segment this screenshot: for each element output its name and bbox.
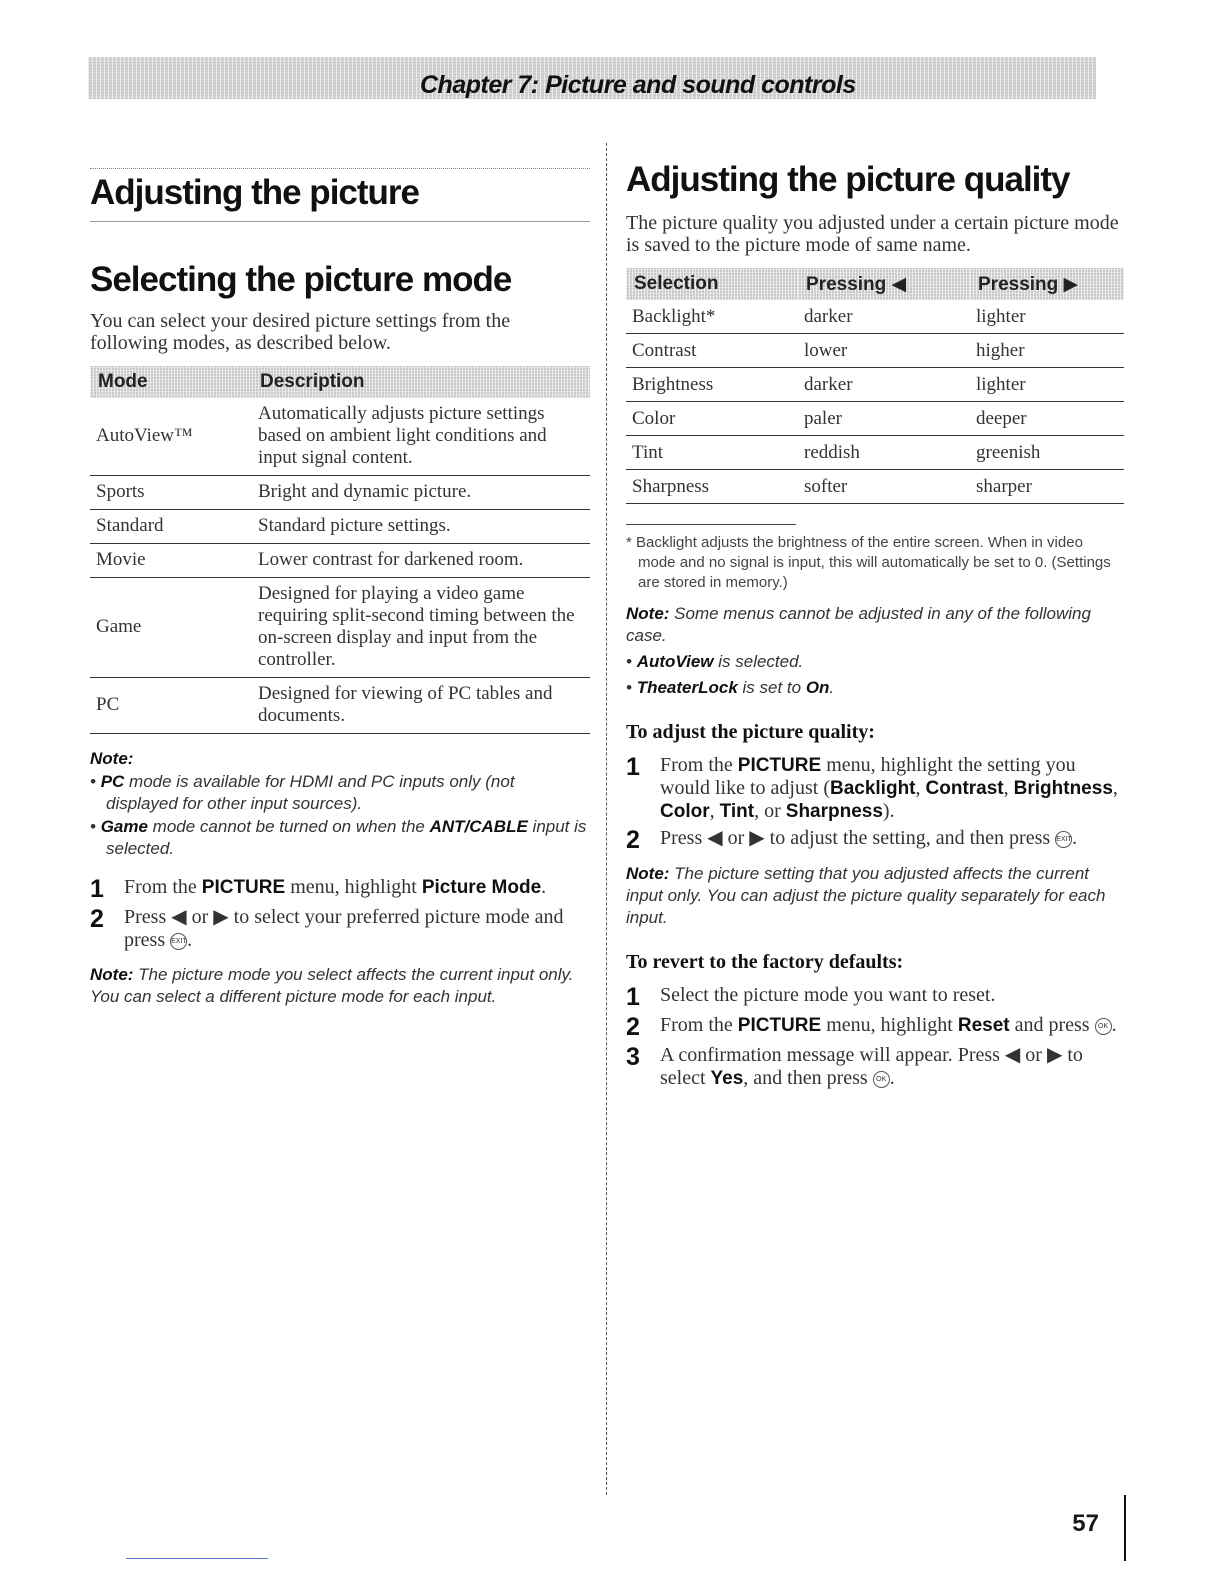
press-right-cell: sharper xyxy=(970,470,1124,504)
selection-cell: Backlight* xyxy=(626,300,798,334)
description-cell: Lower contrast for darkened room. xyxy=(252,544,590,578)
picture-quality-table xyxy=(626,268,1124,504)
description-cell: Bright and dynamic picture. xyxy=(252,476,590,510)
step-number: 2 xyxy=(90,905,104,933)
table-row xyxy=(626,470,1124,504)
mode-cell: Sports xyxy=(90,476,252,510)
revert-heading: To revert to the factory defaults: xyxy=(626,951,904,973)
press-right-cell: lighter xyxy=(970,300,1124,334)
bullet-keyword: Game xyxy=(100,817,148,836)
quality-notes xyxy=(626,603,1124,699)
press-left-cell: softer xyxy=(798,470,970,504)
table-row xyxy=(90,544,590,578)
note-bullet: • PC mode is available for HDMI and PC inputs only (not displayed for other input sources). xyxy=(90,772,515,813)
bullet-text: mode is available for HDMI and PC inputs only (not displayed for other input sources). xyxy=(106,772,515,813)
step-item xyxy=(90,876,590,902)
selection-cell: Brightness xyxy=(626,368,798,402)
press-right-cell: lighter xyxy=(970,368,1124,402)
table-row xyxy=(90,510,590,544)
step-item xyxy=(626,827,1124,853)
note-label: Note: xyxy=(626,864,670,883)
bullet-text: is set to xyxy=(737,678,806,697)
table-row xyxy=(626,402,1124,436)
mode-note xyxy=(90,964,590,1008)
mode-cell: Standard xyxy=(90,510,252,544)
mode-cell: AutoView™ xyxy=(90,398,252,476)
table-row xyxy=(90,678,590,734)
table-header-row xyxy=(626,268,1124,300)
description-cell: Designed for viewing of PC tables and documents. xyxy=(252,678,590,734)
bullet-text: . xyxy=(829,678,835,697)
picture-mode-table xyxy=(90,366,590,734)
selection-cell: Color xyxy=(626,402,798,436)
quality-note xyxy=(626,863,1124,929)
column-header: Pressing ◀ xyxy=(798,268,970,300)
table-row xyxy=(90,398,590,476)
chapter-title: Chapter 7: Picture and sound controls xyxy=(420,71,856,99)
table-header-row xyxy=(90,366,590,398)
note-bullet: • Game mode cannot be turned on when the ANT/CABLE input is selected. xyxy=(90,817,587,858)
description-cell: Automatically adjusts picture settings based on ambient light conditions and input signal content. xyxy=(252,398,590,476)
note-text: Some menus cannot be adjusted in any of the following case. xyxy=(626,604,1091,645)
table-row xyxy=(626,436,1124,470)
press-right-cell: higher xyxy=(970,334,1124,368)
note-label: Note: xyxy=(90,965,134,984)
note-bullet: • AutoView is selected. xyxy=(626,652,804,671)
ok-button-icon: OK xyxy=(1095,1018,1112,1035)
selection-cell: Tint xyxy=(626,436,798,470)
column-divider xyxy=(606,143,607,1495)
note-bullet: • TheaterLock is set to On. xyxy=(626,678,835,697)
bullet-keyword: AutoView xyxy=(636,652,714,671)
right-column xyxy=(626,160,1124,1094)
left-column xyxy=(90,168,590,1025)
bullet-keyword: TheaterLock xyxy=(636,678,738,697)
step-number: 1 xyxy=(626,983,640,1011)
step-text: Select the picture mode you want to reset. xyxy=(660,984,996,1006)
bullet-keyword: On xyxy=(805,678,830,697)
page-number-rule xyxy=(1124,1495,1126,1561)
revert-steps xyxy=(626,984,1124,1090)
selection-cell: Contrast xyxy=(626,334,798,368)
mode-cell: PC xyxy=(90,678,252,734)
step-item xyxy=(626,1044,1124,1090)
backlight-footnote: * Backlight adjusts the brightness of the entire screen. When in video mode and no signal is input, this will automatically be set to 0. (Settings are stored in memory.) xyxy=(626,534,1111,591)
step-item xyxy=(626,1014,1124,1040)
footnote-rule xyxy=(626,524,796,525)
table-row xyxy=(626,334,1124,368)
mode-steps xyxy=(90,876,590,952)
adjust-steps xyxy=(626,754,1124,853)
bullet-text: mode cannot be turned on when the xyxy=(147,817,430,836)
step-item xyxy=(90,906,590,952)
table-row xyxy=(90,476,590,510)
step-text: Press ◀ or ▶ to select your preferred picture mode and press EXIT. xyxy=(124,906,564,951)
section-title: Adjusting the picture quality xyxy=(626,160,1070,199)
exit-button-icon: EXIT xyxy=(1055,831,1072,848)
table-row xyxy=(90,578,590,678)
intro-paragraph: The picture quality you adjusted under a certain picture mode is saved to the picture mode of same name. xyxy=(626,212,1119,256)
note-label: Note: xyxy=(90,749,134,768)
adjust-heading: To adjust the picture quality: xyxy=(626,721,875,743)
mode-cell: Movie xyxy=(90,544,252,578)
press-left-cell: darker xyxy=(798,300,970,334)
intro-paragraph: You can select your desired picture settings from the following modes, as described below. xyxy=(90,310,511,354)
press-left-cell: paler xyxy=(798,402,970,436)
mode-notes xyxy=(90,748,590,860)
column-header: Selection xyxy=(626,268,798,300)
page-number: 57 xyxy=(1072,1510,1099,1537)
column-header: Description xyxy=(252,366,590,398)
section-title: Adjusting the picture xyxy=(90,173,419,212)
note-label: Note: xyxy=(626,604,670,623)
press-left-cell: reddish xyxy=(798,436,970,470)
selection-cell: Sharpness xyxy=(626,470,798,504)
bullet-keyword: PC xyxy=(100,772,125,791)
bottom-rule xyxy=(126,1558,268,1559)
step-number: 2 xyxy=(626,826,640,854)
step-text: From the PICTURE menu, highlight the setting you would like to adjust (Backlight, Contrast, Brightness, Color, Tint, or Sharpness). xyxy=(660,754,1118,822)
press-left-cell: darker xyxy=(798,368,970,402)
description-cell: Designed for playing a video game requiring split-second timing between the on-screen display and input from the controller. xyxy=(252,578,590,678)
column-header: Mode xyxy=(90,366,252,398)
note-text: The picture setting that you adjusted affects the current input only. You can adjust the picture quality separately for each input. xyxy=(626,864,1106,927)
column-header: Pressing ▶ xyxy=(970,268,1124,300)
bullet-text: is selected. xyxy=(713,652,804,671)
table-row xyxy=(626,300,1124,334)
step-number: 3 xyxy=(626,1043,640,1071)
step-number: 1 xyxy=(626,753,640,781)
step-text: Press ◀ or ▶ to adjust the setting, and then press EXIT. xyxy=(660,827,1078,849)
note-text: The picture mode you select affects the current input only. You can select a different picture mode for each input. xyxy=(90,965,574,1006)
press-right-cell: deeper xyxy=(970,402,1124,436)
step-text: From the PICTURE menu, highlight Picture Mode. xyxy=(124,876,547,898)
exit-button-icon: EXIT xyxy=(170,933,187,950)
description-cell: Standard picture settings. xyxy=(252,510,590,544)
press-right-cell: greenish xyxy=(970,436,1124,470)
section-title-box xyxy=(90,168,590,222)
step-number: 2 xyxy=(626,1013,640,1041)
bullet-keyword: ANT/CABLE xyxy=(429,817,528,836)
mode-cell: Game xyxy=(90,578,252,678)
step-text: A confirmation message will appear. Press ◀ or ▶ to select Yes, and then press OK . xyxy=(660,1044,1083,1089)
table-row xyxy=(626,368,1124,402)
step-number: 1 xyxy=(90,875,104,903)
bullet-text: input is selected. xyxy=(106,817,587,858)
step-item xyxy=(626,984,1124,1010)
subsection-title: Selecting the picture mode xyxy=(90,260,512,299)
press-left-cell: lower xyxy=(798,334,970,368)
ok-button-icon: OK xyxy=(873,1071,890,1088)
step-text: From the PICTURE menu, highlight Reset and press OK . xyxy=(660,1014,1117,1036)
step-item xyxy=(626,754,1124,823)
